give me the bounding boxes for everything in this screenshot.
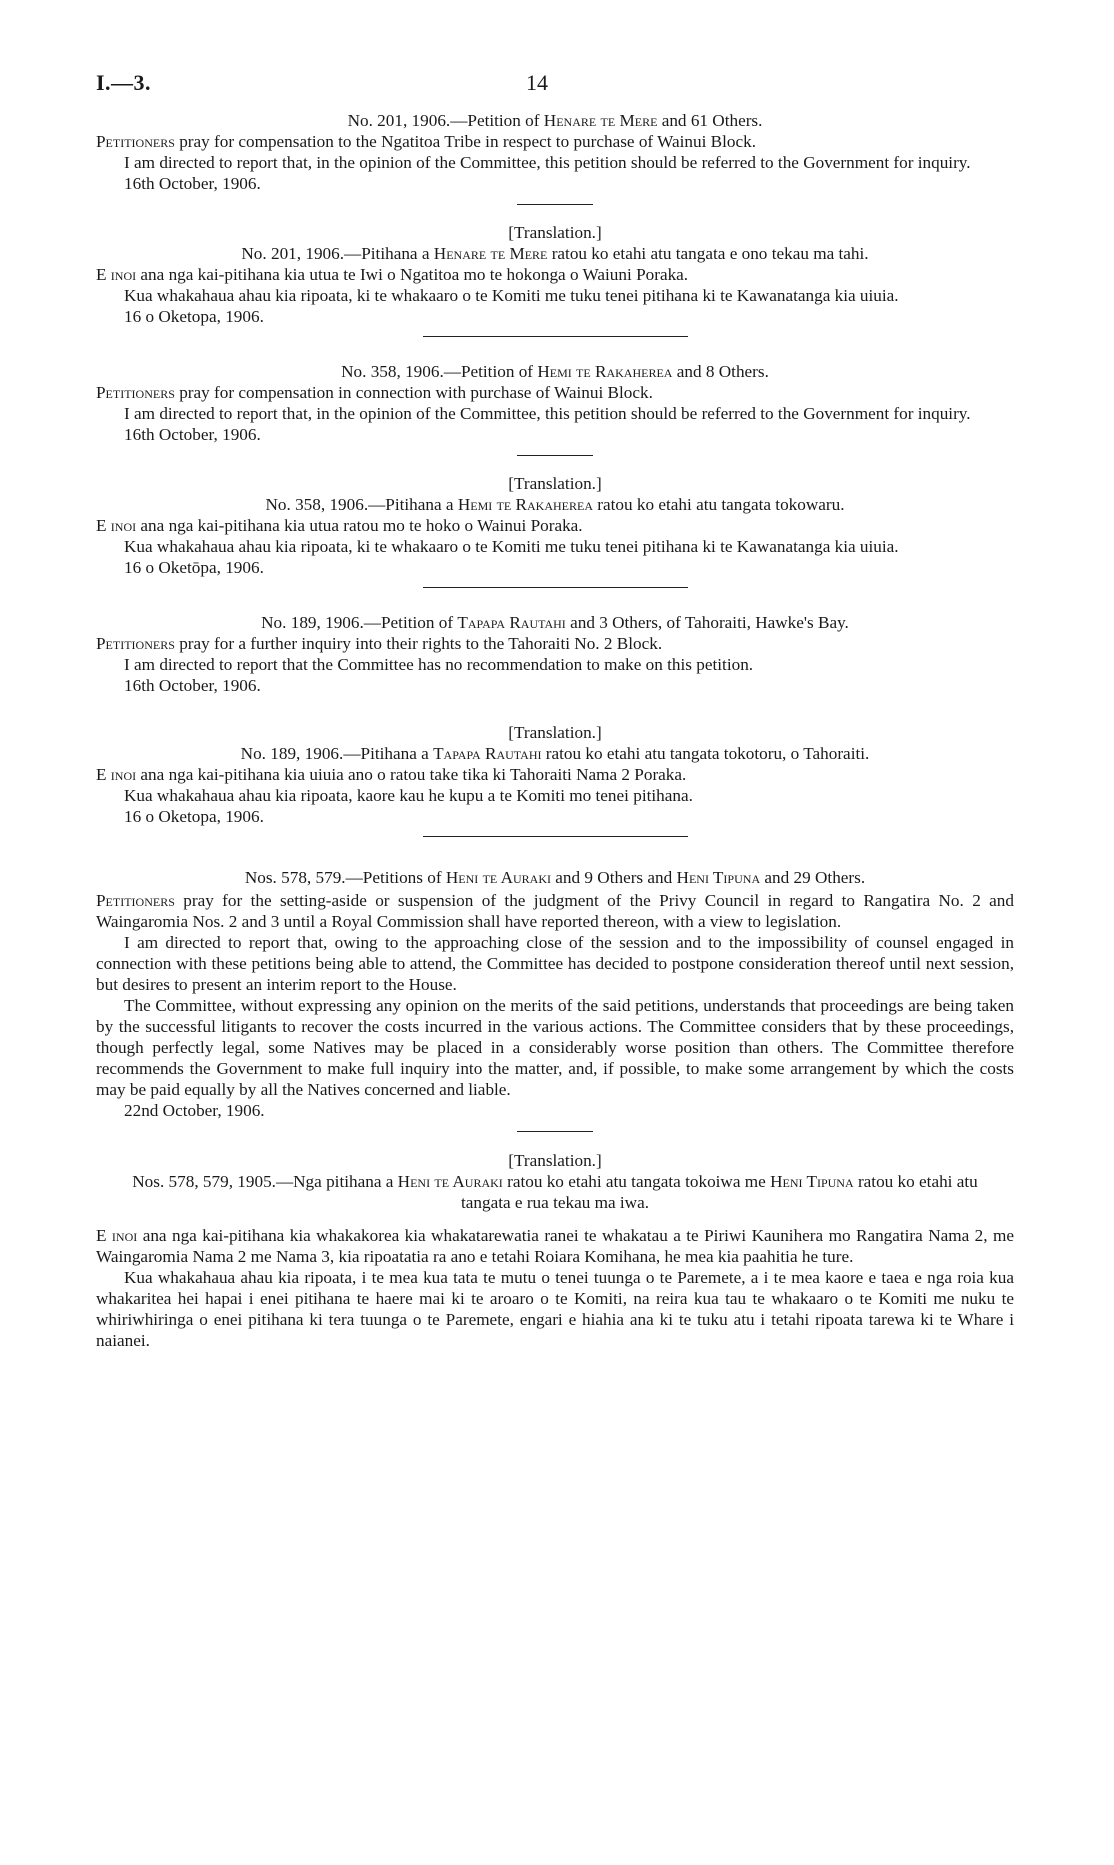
- petition-prayer: Petitioners pray for a further inquiry into their rights to the Tahoraiti No. 2 Block.: [96, 634, 663, 653]
- translation-date: 16 o Oketopa, 1906.: [124, 807, 264, 826]
- section-rule: [423, 836, 688, 837]
- translation-date: 16 o Oketōpa, 1906.: [124, 558, 264, 577]
- translation-label: [Translation.]: [508, 723, 602, 742]
- petition-title: No. 358, 1906.—Petition of Hemi te Rakaherea and 8 Others.: [341, 362, 769, 381]
- petition-358: [96, 361, 1014, 445]
- translation-prayer: E inoi ana nga kai-pitihana kia uiuia ano o ratou take tika ki Tahoraiti Nama 2 Poraka.: [96, 765, 687, 784]
- translation-201: [96, 222, 1014, 327]
- section-rule: [517, 204, 593, 205]
- translation-358: [96, 473, 1014, 578]
- translation-prayer: E inoi ana nga kai-pitihana kia utua ratou mo te hoko o Wainui Poraka.: [96, 516, 583, 535]
- petition-title: No. 189, 1906.—Petition of Tapapa Rautahi and 3 Others, of Tahoraiti, Hawke's Bay.: [261, 613, 849, 632]
- committee-report: I am directed to report that the Committee has no recommendation to make on this petition.: [124, 655, 754, 674]
- petition-189: [96, 612, 1014, 696]
- committee-report: The Committee, without expressing any opinion on the merits of the said petitions, understands that proceedings are being taken by the successful litigants to recover the costs incurred in the various actions. The Committee considers that by these proceedings, though perfectly legal, some Natives may be placed in a considerably worse position than others. The Committee therefore recommends the Government to make full inquiry into the matter, and, if possible, to make some arrangement by which the costs may be paid equally by all the Natives concerned and liable.: [96, 996, 1014, 1099]
- report-date: 16th October, 1906.: [124, 676, 261, 695]
- translation-title: No. 358, 1906.—Pitihana a Hemi te Rakaherea ratou ko etahi atu tangata tokowaru.: [265, 495, 845, 514]
- translation-578-579: [96, 1150, 1014, 1351]
- report-date: 16th October, 1906.: [124, 174, 261, 193]
- document-reference: I.—3.: [96, 70, 152, 95]
- translation-report: Kua whakahaua ahau kia ripoata, i te mea kua tata te mutu o tenei tuunga o te Paremete, a i te mea kaore e taea e nga roia kua whakaritea hei hapai i enei pitihana te haere mai ki te aroaro o te Komiti, na reira kua tau te whakaaro o te Komiti me nuku te whiriwhiringa o enei pitihana ki tera tuunga o te Paremete, engari e hiahia ana ki te tuku atu i tetahi ripoata tarewa ki te Whare i naianei.: [96, 1268, 1014, 1350]
- translation-label: [Translation.]: [508, 1151, 602, 1170]
- translation-label: [Translation.]: [508, 474, 602, 493]
- translation-title: No. 201, 1906.—Pitihana a Henare te Mere ratou ko etahi atu tangata e ono tekau ma tahi.: [241, 244, 869, 263]
- document-page: [96, 70, 1014, 1351]
- page-number: 14: [526, 70, 548, 95]
- petition-title: No. 201, 1906.—Petition of Henare te Mere and 61 Others.: [347, 111, 763, 130]
- report-date: 22nd October, 1906.: [124, 1101, 265, 1120]
- translation-date: 16 o Oketopa, 1906.: [124, 307, 264, 326]
- translation-189: [96, 722, 1014, 827]
- translation-title: No. 189, 1906.—Pitihana a Tapapa Rautahi ratou ko etahi atu tangata tokotoru, o Tahoraiti.: [240, 744, 870, 763]
- section-rule: [423, 587, 688, 588]
- translation-prayer: E inoi ana nga kai-pitihana kia utua te Iwi o Ngatitoa mo te hokonga o Waiuni Poraka.: [96, 265, 689, 284]
- translation-report: Kua whakahaua ahau kia ripoata, ki te whakaaro o te Komiti me tuku tenei pitihana ki te Kawanatanga kia uiuia.: [124, 286, 899, 305]
- section-rule: [423, 336, 688, 337]
- petition-201: [96, 110, 1014, 194]
- translation-prayer: E inoi ana nga kai-pitihana kia whakakorea kia whakatarewatia ranei te whakatau a te Piriwi Kaunihera mo Rangatira Nama 2, me Waingaromia Nama 2 me Nama 3, kia ripoatatia ra ano e tetahi Roiara Komihana, he mea kia paahitia he ture.: [96, 1226, 1015, 1266]
- petition-prayer: Petitioners pray for compensation in connection with purchase of Wainui Block.: [96, 383, 653, 402]
- petition-prayer: Petitioners pray for the setting-aside or suspension of the judgment of the Privy Council in regard to Rangatira No. 2 and Waingaromia Nos. 2 and 3 until a Royal Commission shall have reported thereon, with a view to legislation.: [96, 891, 1014, 931]
- petition-prayer: Petitioners pray for compensation to the Ngatitoa Tribe in respect to purchase of Wainui Block.: [96, 132, 756, 151]
- running-header: [96, 70, 1014, 110]
- committee-report: I am directed to report that, in the opinion of the Committee, this petition should be referred to the Government for inquiry.: [124, 153, 971, 172]
- translation-label: [Translation.]: [508, 223, 602, 242]
- committee-report: I am directed to report that, in the opinion of the Committee, this petition should be referred to the Government for inquiry.: [124, 404, 971, 423]
- translation-title: Nos. 578, 579, 1905.—Nga pitihana a Heni te Auraki ratou ko etahi atu tangata tokoiwa me Heni Tipuna ratou ko etahi atu tangata e rua tekau ma iwa.: [132, 1172, 978, 1212]
- section-rule: [517, 455, 593, 456]
- petition-title: Nos. 578, 579.—Petitions of Heni te Auraki and 9 Others and Heni Tipuna and 29 Others.: [244, 868, 866, 887]
- report-date: 16th October, 1906.: [124, 425, 261, 444]
- translation-report: Kua whakahaua ahau kia ripoata, ki te whakaaro o te Komiti me tuku tenei pitihana ki te Kawanatanga kia uiuia.: [124, 537, 899, 556]
- petition-578-579: [96, 867, 1014, 1121]
- committee-report: I am directed to report that, owing to the approaching close of the session and to the impossibility of counsel engaged in connection with these petitions being able to attend, the Committee has decided to postpone consideration thereof until next session, but desires to present an interim report to the House.: [96, 933, 1014, 994]
- section-rule: [517, 1131, 593, 1132]
- translation-report: Kua whakahaua ahau kia ripoata, kaore kau he kupu a te Komiti mo tenei pitihana.: [124, 786, 693, 805]
